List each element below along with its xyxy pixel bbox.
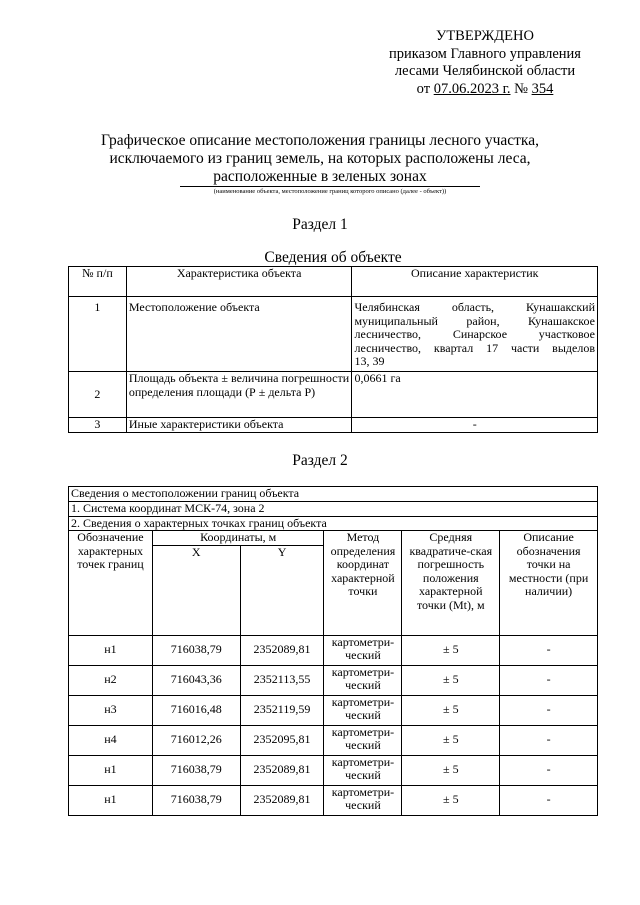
column-header-row — [69, 531, 598, 546]
point-x: 716012,26 — [152, 725, 240, 755]
point-desc: - — [500, 695, 598, 725]
point-desc: - — [500, 755, 598, 785]
section1-heading: Раздел 1 — [292, 216, 348, 233]
point-y: 2352089,81 — [240, 785, 324, 815]
table-row — [69, 755, 598, 785]
approval-block — [360, 28, 610, 98]
col-error: Средняя квадратиче-ская погрешность положения характерной точки (Мt), м — [402, 531, 500, 636]
section2-heading: Раздел 2 — [292, 452, 348, 469]
point-desc: - — [500, 635, 598, 665]
point-method: картометри-ческий — [324, 695, 402, 725]
row-num: 1 — [69, 297, 127, 372]
point-method: картометри-ческий — [324, 725, 402, 755]
point-x: 716038,79 — [152, 785, 240, 815]
point-error: ± 5 — [402, 635, 500, 665]
point-method: картометри-ческий — [324, 785, 402, 815]
row-num: 3 — [69, 418, 127, 433]
desc-line: муниципальный район, Кунашакское — [354, 313, 595, 328]
document-title — [60, 132, 580, 186]
col-coords: Координаты, м — [152, 531, 324, 546]
point-x: 716038,79 — [152, 755, 240, 785]
desc-line: лесничество, квартал 17 части выделов — [354, 340, 595, 355]
point-x: 716038,79 — [152, 635, 240, 665]
table-row — [69, 785, 598, 815]
point-desc: - — [500, 725, 598, 755]
point-name: н2 — [69, 665, 153, 695]
col-x: X — [152, 545, 240, 635]
object-info-table — [68, 266, 598, 433]
point-name: н3 — [69, 695, 153, 725]
header-characteristic: Характеристика объекта — [126, 267, 352, 297]
point-name: н4 — [69, 725, 153, 755]
point-y: 2352089,81 — [240, 755, 324, 785]
desc-line: лесничество, Синарское участковое — [354, 327, 595, 341]
point-name: н1 — [69, 635, 153, 665]
desc-line: Челябинская область, Кунашакский — [354, 300, 595, 314]
header-num: № п/п — [69, 267, 127, 297]
row-characteristic: Местоположение объекта — [126, 297, 352, 372]
row-description: 0,0661 га — [352, 372, 598, 418]
point-name: н1 — [69, 785, 153, 815]
boundary-points-table — [68, 486, 598, 816]
point-error: ± 5 — [402, 665, 500, 695]
point-error: ± 5 — [402, 695, 500, 725]
title-line3: расположенные в зеленых зонах — [213, 168, 427, 185]
point-error: ± 5 — [402, 725, 500, 755]
info-header: Сведения о местоположении границ объекта — [69, 487, 598, 502]
point-y: 2352089,81 — [240, 635, 324, 665]
approval-heading: УТВЕРЖДЕНО — [436, 28, 534, 44]
row-characteristic: Иные характеристики объекта — [126, 418, 352, 433]
point-desc: - — [500, 665, 598, 695]
points-header: 2. Сведения о характерных точках границ объекта — [69, 516, 598, 531]
table-row — [69, 635, 598, 665]
approval-line1: приказом Главного управления — [389, 45, 581, 62]
date-prefix: от — [416, 80, 431, 97]
point-y: 2352119,59 — [240, 695, 324, 725]
approval-date: 07.06.2023 г. — [433, 80, 511, 97]
number-prefix: № — [514, 80, 528, 97]
title-line2: исключаемого из границ земель, на которых расположены леса, — [109, 150, 531, 167]
point-name: н1 — [69, 755, 153, 785]
approval-date-line — [360, 81, 610, 99]
table-header-row — [69, 267, 598, 297]
desc-line: 13, 39 — [354, 354, 385, 368]
point-x: 716016,48 — [152, 695, 240, 725]
table-row — [69, 665, 598, 695]
point-method: картометри-ческий — [324, 665, 402, 695]
title-rule — [180, 186, 480, 187]
col-description: Описание обозначения точки на местности (при наличии) — [500, 531, 598, 636]
coord-system: 1. Система координат МСК-74, зона 2 — [69, 502, 598, 517]
table-row — [69, 725, 598, 755]
col-y: Y — [240, 545, 324, 635]
table-row — [69, 297, 598, 372]
row-description — [352, 297, 598, 372]
point-x: 716043,36 — [152, 665, 240, 695]
section1-caption: Сведения об объекте — [264, 249, 402, 266]
title-note: (наименование объекта, местоположение границ которого описано (далее - объект)) — [213, 188, 447, 195]
row-description: - — [352, 418, 598, 433]
approval-number: 354 — [531, 80, 554, 97]
approval-line2: лесами Челябинской области — [394, 63, 576, 79]
table-row — [69, 695, 598, 725]
point-y: 2352095,81 — [240, 725, 324, 755]
table-row — [69, 418, 598, 433]
point-desc: - — [500, 785, 598, 815]
title-line1: Графическое описание местоположения границы лесного участка, — [101, 132, 539, 149]
row-characteristic: Площадь объекта ± величина погрешности определения площади (Р ± дельта Р) — [126, 372, 352, 418]
row-num: 2 — [69, 372, 127, 418]
col-designation: Обозначение характерных точек границ — [69, 531, 153, 636]
point-y: 2352113,55 — [240, 665, 324, 695]
point-method: картометри-ческий — [324, 755, 402, 785]
table-row — [69, 372, 598, 418]
point-error: ± 5 — [402, 785, 500, 815]
header-description: Описание характеристик — [352, 267, 598, 297]
point-error: ± 5 — [402, 755, 500, 785]
point-method: картометри-ческий — [324, 635, 402, 665]
col-method: Метод определения координат характерной точки — [324, 531, 402, 636]
